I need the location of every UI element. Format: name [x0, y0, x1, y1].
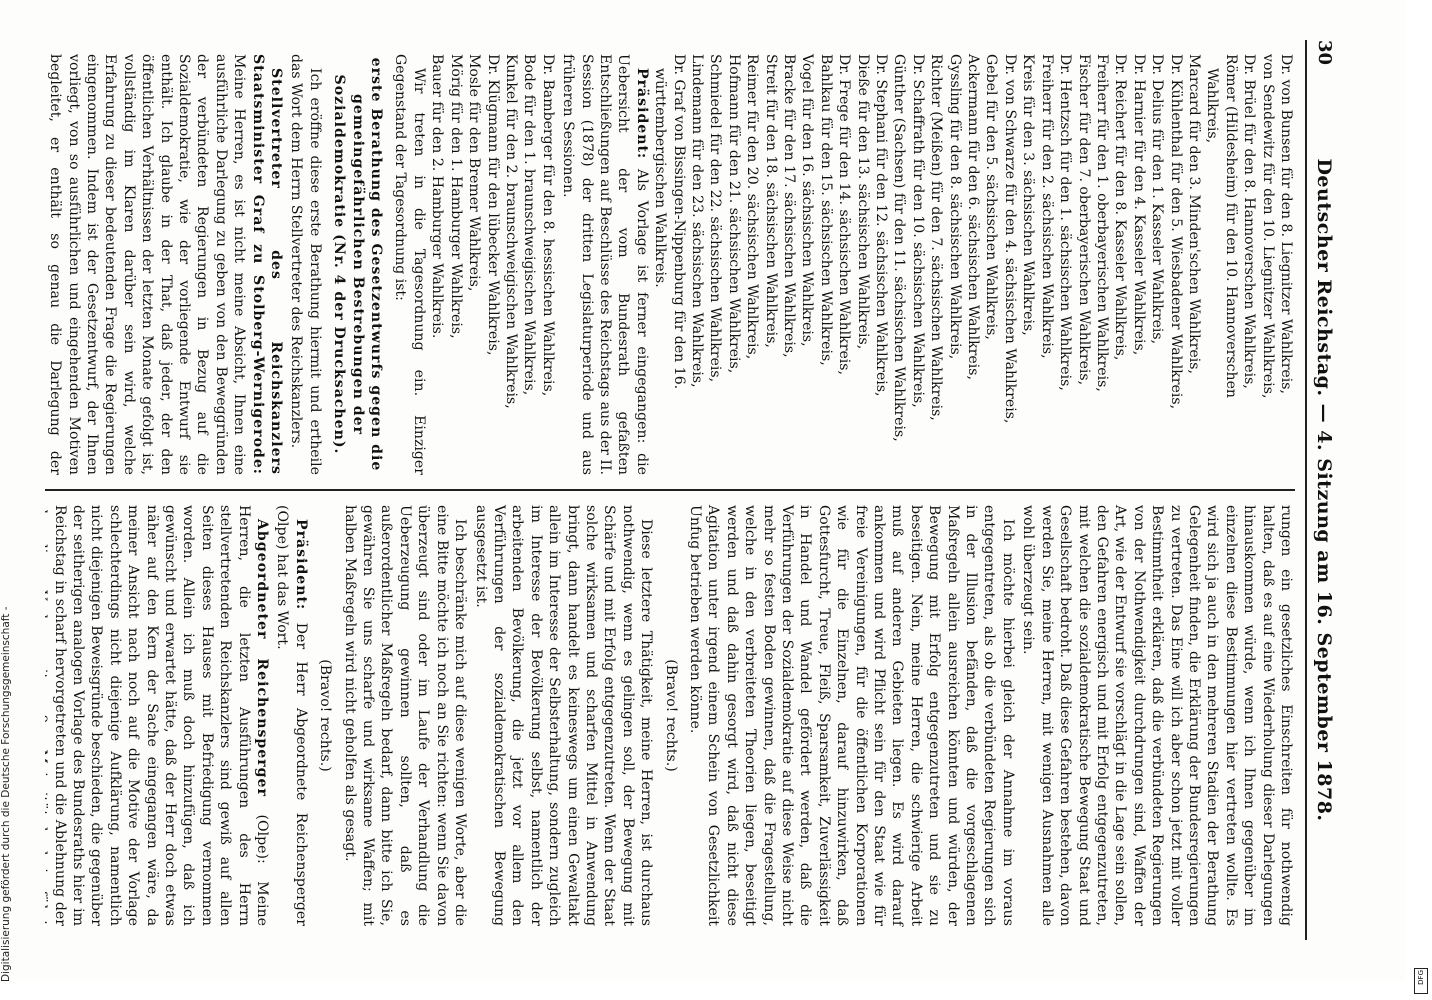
- member-list-second: [428, 54, 557, 475]
- list-item: Fischer für den 7. oberbayerischen Wahlkreis,: [1075, 54, 1092, 386]
- list-item: Günther (Sachsen) für den 11. sächsischen Wahlkreis,: [891, 54, 908, 442]
- president-label: Präsident:: [633, 68, 650, 160]
- president-text: Der Herr Abgeordnete Reichensperger (Olpe) hat das Wort.: [274, 505, 309, 927]
- list-item: Dr. von Bunsen für den 8. Liegnitzer Wahlkreis,: [1278, 54, 1294, 394]
- page-header: [1305, 40, 1337, 940]
- paragraph: rungen ein gesetzliches Einschreiten für nothwendig halten, daß es auf eine Wiederholung dieser Darlegungen hinauskommen würde, wenn ich Ihnen gegenüber im einzelnen diese Bestimmungen hier vertreten wollte. Es wird sich ja auch in den mehreren Stadien der Berathung Gelegenheit finden, die Erklärung der Bundesregierungen zu vertreten. Das Eine will ich aber schon jetzt mit voller Bestimmtheit erklären, daß die verbündeten Regierungen von der Nothwendigkeit durchdrungen sind, Waffen der Art, wie der Entwurf sie vorschlägt in die Lage sein sollen, den Gefahren energisch und mit Erfolg entgegenzutreten, mit welchen die sozialdemokratische Bewegung Staat und Gesellschaft bedroht. Daß diese Gefahren bestehen, davon werden Sie, meine Herren, mit wenigen Ausnahmen alle wohl überzeugt sein.: [1020, 505, 1294, 926]
- dfg-logo: [1414, 968, 1428, 994]
- list-item: Lindemann für den 23. sächsischen Wahlkreis,: [689, 54, 705, 388]
- speaker-label: Abgeordneter Reichensperger: [254, 519, 271, 797]
- list-item: Dr. von Schwarze für den 4. sächsischen Wahlkreis,: [1001, 54, 1018, 424]
- speaker-label: Stellvertreter des Reichskanzlers Staatsminister Graf zu Stolberg-Wernigerode:: [249, 54, 285, 475]
- list-item: Dr. Graf von Bissingen-Nippenburg für den 16. württembergischen Wahlkreis.: [652, 54, 687, 390]
- list-item: Bracke für den 17. sächsischen Wahlkreis,: [781, 54, 798, 358]
- agenda-text: Wir treten in die Tagesordnung ein. Einziger Gegenstand der Tagesordnung ist:: [392, 54, 427, 475]
- list-item: Dr. Reichert für den 8. Kasseler Wahlkreis,: [1112, 54, 1129, 361]
- text-columns: [45, 40, 1295, 940]
- president-remark: [273, 505, 310, 926]
- list-item: Streit für den 18. sächsischen Wahlkreis,: [762, 54, 779, 348]
- speech: [45, 505, 271, 926]
- list-item: Römer (Hildesheim) für den 10. Hannoverschen Wahlkreis,: [1204, 54, 1239, 399]
- list-item: Kunkel für den 2. braunschweigischen Wahlkreis,: [502, 54, 519, 409]
- list-item: Mosle für den Bremer Wahlkreis,: [466, 54, 483, 292]
- list-item: Dr. Schaffrath für den 10. sächsischen Wahlkreis,: [909, 54, 926, 408]
- page-number: 30: [1314, 40, 1335, 66]
- list-item: Bahlkau für den 15. sächsischen Wahlkreis,: [817, 54, 834, 366]
- list-item: Hofmann für den 21. sächsischen Wahlkreis,: [725, 54, 742, 374]
- paragraph: Ich möchte hierbei gleich der Annahme im voraus entgegentreten, als ob die verbündeten Regierungen sich in der Illusion befänden, daß die vorgeschlagenen Maßregeln allein ausreichen könnten und würden, der Bewegung mit Erfolg entgegenzutreten und sie zu beseitigen. Nein, meine Herren, die schwierige Arbeit muß auf anderen Gebieten liegen. Es wird darauf ankommen und wird Pflicht sein für den Staat wie für freie Vereinigungen, für die öffentlichen Korporationen wie für die Einzelnen, darauf hinzuwirken, daß Gottesfurcht, Treue, Fleiß, Sparsamkeit, Zuverlässigkeit in Handel und Wandel gefördert werden, daß die Verführungen der Sozialdemokratie auf diese Weise nicht mehr so festen Boden gewinnen, daß die Fragestellung, welche in den verbreiteten Theorien liegen, beseitigt werden und daß dahin gesorgt wird, daß nicht diese Agitation unter irgend einem Schein von Gesetzlichkeit Unfug betrieben werden könne.: [687, 505, 1016, 926]
- list-item: Vogel für den 16. sächsischen Wahlkreis,: [799, 54, 816, 347]
- list-item: Dr. Harnier für den 4. Kasseler Wahlkreis,: [1130, 54, 1147, 356]
- list-item: Gebel für den 5. sächsischen Wahlkreis,: [983, 54, 1000, 340]
- list-item: Dr. Kühlenthal für den 5. Wiesbadener Wahlkreis,: [1167, 54, 1184, 410]
- list-item: Dr. Frege für den 14. sächsischen Wahlkreis,: [836, 54, 853, 376]
- list-item: von Sendewitz für den 10. Liegnitzer Wahlkreis,: [1259, 54, 1276, 399]
- applause-note: (Bravo! rechts.): [662, 659, 679, 772]
- list-item: Dr. Bamberger für den 8. hessischen Wahlkreis,: [539, 54, 556, 397]
- applause-note: (Bravo! rechts.): [317, 659, 334, 772]
- list-item: Gyssling für den 8. sächsischen Wahlkreis,: [946, 54, 963, 360]
- logo-text: DFG: [1417, 970, 1425, 985]
- list-item: Richter (Meißen) für den 7. sächsischen Wahlkreis,: [928, 54, 945, 421]
- member-list: [651, 54, 1295, 475]
- list-item: Freiherr für den 1. oberbayerischen Wahlkreis,: [1093, 54, 1110, 392]
- list-item: Dr. Brüel für den 8. Hannoverschen Wahlkreis,: [1241, 54, 1258, 389]
- list-item: Freiherr für den 2. sächsischen Wahlkreis,: [1038, 54, 1055, 359]
- list-item: Bauer für den 2. Hamburger Wahlkreis.: [429, 54, 446, 339]
- president-text: Als Vorlage ist ferner eingegangen: die Uebersicht der vom Bundesrath gefaßten Entschließungen auf Beschlüsse des Reichstags aus der II. Session (1878) der dritten Legislaturperiode und aus früheren Sessionen.: [560, 54, 650, 475]
- paragraph: Ich beschränke mich auf diese wenigen Worte, aber die eine Bitte möchte ich noch an Sie richten: wenn Sie davon überzeugt sind oder im Laufe der Verhandlung die Ueberzeugung gewinnen sollten, daß es außerordentlicher Maßregeln bedarf, dann bitte ich Sie, gewähren Sie uns scharfe und wirksame Waffen; mit halben Maßregeln wird nicht geholfen als gesagt.: [341, 505, 469, 926]
- agenda-item: erste Berathung des Gesetzentwurfs gegen die gemeingefährlichen Bestrebungen der Sozialdemokratie (Nr. 4 der Drucksachen).: [331, 57, 385, 472]
- list-item: Reimer für den 20. sächsischen Wahlkreis,: [744, 54, 761, 360]
- list-item: Dieße für den 13. sächsischen Wahlkreis,: [854, 54, 871, 350]
- list-item: Ackermann für den 6. sächsischen Wahlkreis,: [965, 54, 982, 380]
- speech-text: Meine Herren, es ist nicht meine Absicht, Ihnen eine ausführliche Darlegung zu geben von den Beweggründen der verbündeten Regierungen in Bezug auf die Sozialdemokratie, wie der vorliegende Entwurf sie enthält. Ich glaube in der That, daß jeder, der den öffentlichen Verhältnissen der letzten Monate gefolgt ist, vollständig im Klaren darüber sein wird, welche Erfahrung zu dieser bedeutenden Frage die Regierungen eingenommen. Indem ist der Gesetzentwurf, der Ihnen vorliegt, von so ausführlichen und eingehenden Motiven begleitet, er enthält so genau die Darlegung der: [47, 54, 248, 475]
- list-item: Dr. Stephani für den 12. sächsischen Wahlkreis,: [873, 54, 890, 397]
- list-item: Marcard für den 3. Minden'schen Wahlkreis,: [1185, 54, 1202, 374]
- opening-text: Ich eröffne diese erste Berathung hiermit und ertheile das Wort dem Herrn Stellvertreter des Reichskanzlers.: [288, 54, 323, 475]
- list-item: Dr. Hentzsch für den 1. sächsischen Wahlkreis,: [1057, 54, 1074, 391]
- president-remark: [559, 54, 651, 475]
- speech-text: (Olpe): Meine Herren, die letzten Ausführungen des Herrn stellvertretenden Reichskanzlers sind gewiß auf allen Seiten dieses Hauses mit Befriedigung vernommen worden. Allein ich muß doch hinzufügen, daß ich gewünscht und erwartet hätte, daß der Herr doch etwas näher auf den Kern der Sache eingegangen wäre, da meiner Ansicht nach noch auf die Motive der Vorlage schlechterdings nicht diejenige Aufklärung, namentlich nicht diejenigen Beweisgründe beschieden, die gegenüber der seitherigen analogen Vorlage des Bundesraths hier im Reichstag in scharf hervorgetreten und die Ablehnung der damaligen Vorlage mit großer Majorität herbeigeführt: [45, 505, 271, 926]
- paragraph: Diese letztere Thätigkeit, meine Herren, ist durchaus nothwendig, wenn es gelingen soll, der Bewegung mit Schärfe und mit Erfolg entgegenzutreten. Wenn der Staat solche wirksamen und scharfen Mittel in Anwendung bringt, dann handelt es keineswegs um einen Gewaltakt allein im Interesse der Selbsterhaltung, sondern zugleich im Interesse der Bevölkerung selbst, namentlich der arbeitenden Bevölkerung, die jetzt vor allem den Verführungen der sozialdemokratischen Bewegung ausgesetzt ist.: [472, 505, 655, 926]
- right-column: [45, 489, 1295, 940]
- list-item: Schmiedel für den 22. sächsischen Wahlkreis,: [707, 54, 724, 383]
- list-item: Dr. Klügmann für den lübecker Wahlkreis,: [484, 54, 501, 356]
- list-item: Mörig für den 1. Hamburger Wahlkreis,: [447, 54, 464, 339]
- list-item: Bode für den 1. braunschweigischen Wahlkreis,: [521, 54, 538, 396]
- running-head: Deutscher Reichstag. — 4. Sitzung am 16. September 1878.: [1313, 158, 1335, 822]
- list-item: Kreis für den 3. sächsischen Wahlkreis,: [1020, 54, 1037, 336]
- speech: [45, 54, 285, 475]
- list-item: Dr. Delius für den 1. Kasseler Wahlkreis,: [1149, 54, 1166, 345]
- president-label: Präsident:: [292, 519, 309, 611]
- digitization-note: Digitalisierung gefördert durch die Deutsche Forschungsgemeinschaft -: [0, 606, 12, 982]
- left-column: [45, 40, 1295, 489]
